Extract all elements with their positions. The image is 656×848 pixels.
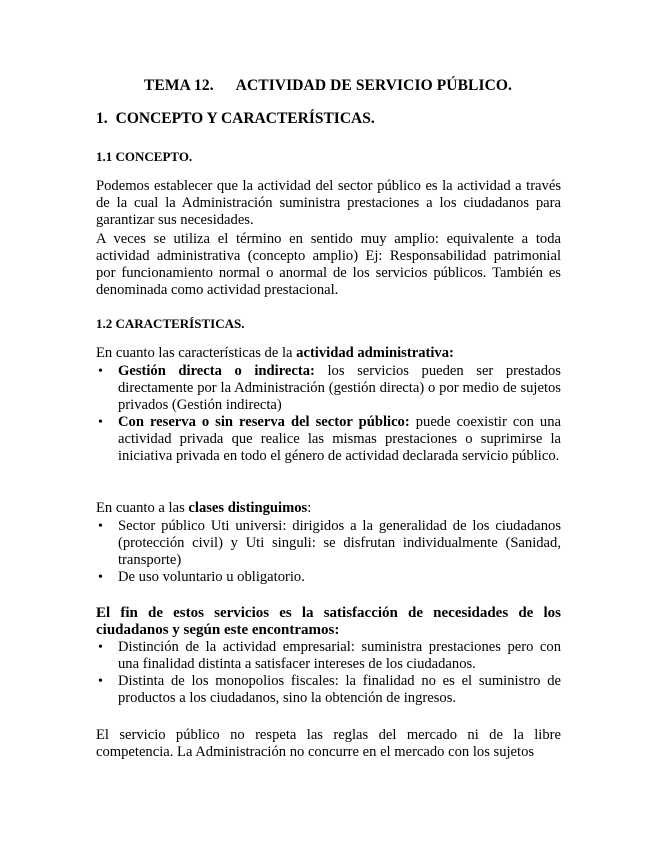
section-number: 1. xyxy=(96,110,108,127)
fin-heading: El fin de estos servicios es la satisfacción de necesidades de los ciudadanos y según este encontramos: xyxy=(96,605,561,638)
caracteristicas-list xyxy=(96,363,561,465)
subheading-caracteristicas: 1.2 CARACTERÍSTICAS. xyxy=(96,316,245,331)
list-item: • De uso voluntario u obligatorio. xyxy=(96,569,561,586)
page-title xyxy=(0,77,656,95)
list-item: • Distinción de la actividad empresarial: suministra prestaciones pero con una finalidad distinta a satisfacer intereses de los ciudadanos. xyxy=(96,639,561,673)
concepto-paragraph-2: A veces se utiliza el término en sentido muy amplio: equivalente a toda actividad administrativa (concepto amplio) Ej: Responsabilidad patrimonial por funcionamiento normal o anormal de los servicios públicos. También es denominada como actividad prestacional. xyxy=(96,231,561,298)
list-item: • Gestión directa o indirecta: los servicios pueden ser prestados directamente por la Administración (gestión directa) o por medio de sujetos privados (Gestión indirecta) xyxy=(96,363,561,414)
section-title: CONCEPTO Y CARACTERÍSTICAS. xyxy=(115,110,375,127)
concepto-paragraph-1: Podemos establecer que la actividad del sector público es la actividad a través de la cual la Administración suministra prestaciones a los ciudadanos para garantizar sus necesidades. xyxy=(96,178,561,228)
list-item: • Distinta de los monopolios fiscales: la finalidad no es el suministro de productos a los ciudadanos, sino la obtención de ingresos. xyxy=(96,673,561,707)
title-number: TEMA 12. xyxy=(143,77,214,94)
closing-paragraph: El servicio público no respeta las reglas del mercado ni de la libre competencia. La Administración no concurre en el mercado con los sujetos xyxy=(96,727,561,760)
list-item: • Sector público Uti universi: dirigidos a la generalidad de los ciudadanos (protección civil) y Uti singuli: se disfrutan individualmente (Sanidad, transporte) xyxy=(96,518,561,569)
list-item: • Con reserva o sin reserva del sector público: puede coexistir con una actividad privada que realice las mismas prestaciones o suprimirse la iniciativa privada en todo el género de actividad declarada servicio público. xyxy=(96,414,561,465)
section-heading xyxy=(96,110,375,128)
subheading-concepto: 1.1 CONCEPTO. xyxy=(96,149,193,164)
fin-list xyxy=(96,639,561,707)
clases-intro: En cuanto a las clases distinguimos: xyxy=(96,500,312,516)
title-text: ACTIVIDAD DE SERVICIO PÚBLICO. xyxy=(235,77,513,94)
clases-list xyxy=(96,518,561,586)
caracteristicas-intro: En cuanto las características de la actividad administrativa: xyxy=(96,345,454,361)
